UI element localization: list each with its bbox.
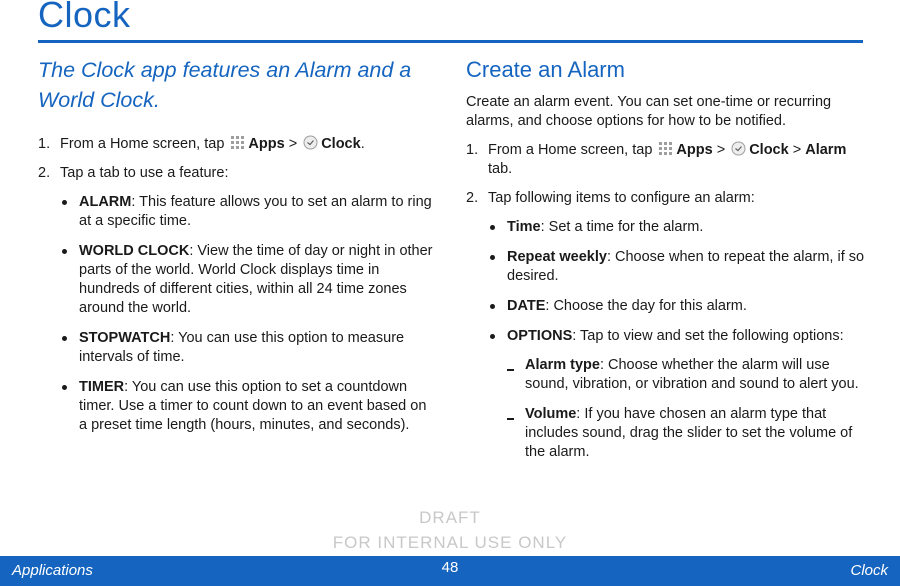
sub-option-desc: : If you have chosen an alarm type that includes sound, drag the slider to set the volume of the alarm. xyxy=(525,406,853,460)
step-separator: > xyxy=(284,136,302,152)
feature-desc: : You can use this option to set a countdown timer. Use a timer to count down to an event based on a preset time length (hours, minutes, and seconds). xyxy=(79,379,427,433)
sub-option-list xyxy=(507,356,866,462)
step-text: Tap a tab to use a feature: xyxy=(60,165,229,181)
title-rule xyxy=(38,40,863,43)
section-description: Create an alarm event. You can set one-time or recurring alarms, and choose options for how to be notified. xyxy=(466,94,832,129)
feature-desc: : This feature allows you to set an alarm to ring at a specific time. xyxy=(79,194,432,229)
option-term: Repeat weekly xyxy=(507,249,607,265)
footer-section: Applications xyxy=(12,562,93,579)
list-item xyxy=(488,248,866,286)
watermark-internal: FOR INTERNAL USE ONLY xyxy=(332,533,568,552)
feature-term: TIMER xyxy=(79,379,125,395)
feature-desc: : View the time of day or night in other parts of the world. World Clock displays time in hundreds of different cities, within all 24 time zones around the world. xyxy=(79,243,433,316)
step-number: 2. xyxy=(38,165,51,181)
option-term: OPTIONS xyxy=(507,328,573,344)
footer-chapter: Clock xyxy=(850,562,888,579)
list-item xyxy=(60,193,438,231)
option-term: DATE xyxy=(507,298,546,314)
feature-term: ALARM xyxy=(79,194,132,210)
step-text: Tap following items to configure an alarm: xyxy=(488,190,755,206)
list-item xyxy=(507,356,866,394)
list-item xyxy=(507,405,866,462)
option-desc: : Choose the day for this alarm. xyxy=(545,298,747,314)
list-item xyxy=(488,327,866,462)
option-desc: : Set a time for the alarm. xyxy=(540,219,704,235)
page-title: Clock xyxy=(38,0,131,35)
step-text: From a Home screen, tap xyxy=(488,142,657,158)
clock-icon xyxy=(303,135,318,150)
intro-text: The Clock app features an Alarm and a World Clock. xyxy=(38,58,412,112)
page-footer xyxy=(0,556,900,586)
apps-grid-icon xyxy=(230,135,245,150)
apps-label: Apps xyxy=(248,136,285,152)
clock-label: Clock xyxy=(749,142,789,158)
apps-grid-icon xyxy=(658,141,673,156)
sub-option-term: Alarm type xyxy=(525,357,600,373)
sub-option-term: Volume xyxy=(525,406,577,422)
alarm-option-list xyxy=(488,218,866,462)
step-number: 1. xyxy=(38,136,51,152)
list-item xyxy=(488,218,866,237)
clock-icon xyxy=(731,141,746,156)
clock-label: Clock xyxy=(321,136,361,152)
feature-term: STOPWATCH xyxy=(79,330,171,346)
feature-list xyxy=(60,193,438,435)
left-column xyxy=(38,55,438,446)
option-term: Time xyxy=(507,219,541,235)
feature-term: WORLD CLOCK xyxy=(79,243,190,259)
option-desc: : Tap to view and set the following options: xyxy=(572,328,844,344)
list-item xyxy=(60,329,438,367)
step-number: 1. xyxy=(466,142,479,158)
page-number: 48 xyxy=(441,559,459,576)
step-end: . xyxy=(360,136,365,152)
step-end: tab. xyxy=(488,161,513,177)
left-step-1 xyxy=(38,135,438,154)
list-item xyxy=(60,378,438,435)
left-step-2 xyxy=(38,164,438,183)
right-column xyxy=(466,55,866,473)
feature-desc: : You can use this option to measure intervals of time. xyxy=(79,330,405,365)
list-item xyxy=(60,242,438,318)
section-heading: Create an Alarm xyxy=(466,57,625,82)
right-step-2 xyxy=(466,189,866,208)
step-text: From a Home screen, tap xyxy=(60,136,229,152)
step-separator: > xyxy=(712,142,730,158)
step-number: 2. xyxy=(466,190,479,206)
apps-label: Apps xyxy=(676,142,713,158)
sub-option-desc: : Choose whether the alarm will use sound, vibration, or vibration and sound to alert you. xyxy=(525,357,859,392)
watermark-draft: DRAFT xyxy=(419,508,481,527)
alarm-label: Alarm xyxy=(805,142,847,158)
right-step-1 xyxy=(466,141,866,179)
list-item xyxy=(488,297,866,316)
step-separator: > xyxy=(788,142,806,158)
option-desc: : Choose when to repeat the alarm, if so desired. xyxy=(507,249,865,284)
